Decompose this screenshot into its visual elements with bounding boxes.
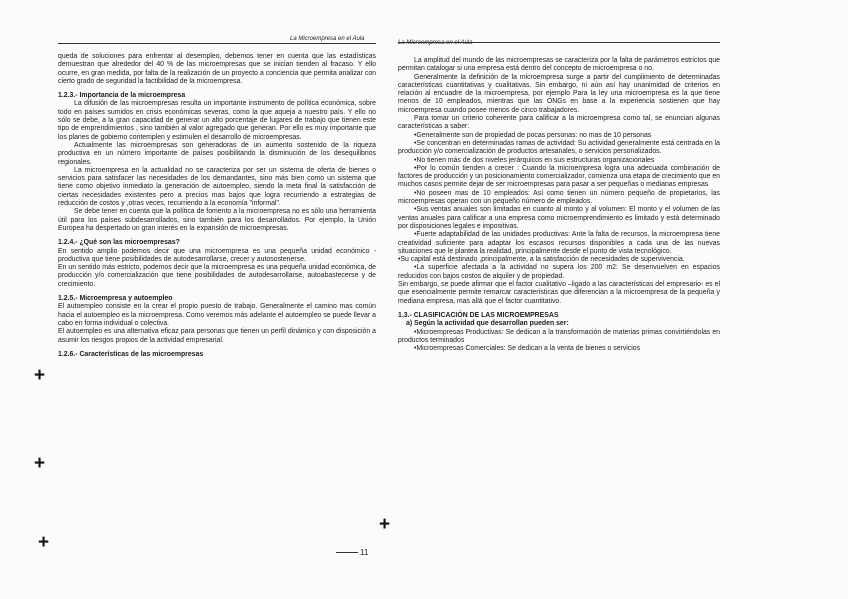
left-paragraph: 1.2.5.- Microempresa y autoempleo [58, 295, 173, 303]
right-paragraph: •Por lo común tienden a crecer : Cuando la microempresa logra una adecuada combinación de factores de producción y un posicionamiento comercializador, comienza una etapa de crecimiento que en muchos casos permite dejar de ser microempresas para pasar a ser pequeñas o medianas empresas [398, 164, 720, 189]
left-running-header: La Microempresa en el Aula [290, 36, 365, 42]
margin-mark: + [38, 532, 50, 553]
right-body-text [398, 57, 720, 353]
left-paragraph: El autoempleo es una alternativa eficaz para personas que tienen un perfil dinámico y con disposición a asumir los riesgos propios de la actividad empresarial. [58, 328, 376, 344]
left-header-rule [58, 43, 376, 44]
right-header-rule [398, 42, 720, 43]
left-paragraph: Actualmente las microempresas son generadoras de un aumento sostenido de la riqueza productiva en un número importante de países posibilitando la disminución de los desequilibrios regionales. [58, 141, 376, 166]
left-paragraph: En sentido amplio podemos decir que una microempresa es una pequeña unidad económico -productiva que tiene posibilidades de autodesarrollarse, crecer y autosostenerse. [58, 247, 376, 263]
left-paragraph: 1.2.3.- Importancia de la microempresa [58, 92, 186, 100]
left-paragraph: 1.2.6.- Características de las microempresas [58, 350, 204, 358]
left-body-text [58, 53, 376, 359]
right-paragraph: Sin embargo, se puede afirmar que el factor cualitativo –ligado a las características del empresario- es el que esencialmente permite remarcar características que diferencian a la microempresa de la pequeña y mediana empresa, mas allá que el factor cuantitativo. [398, 281, 720, 305]
right-paragraph: a) Según la actividad que desarrollan pueden ser: [406, 320, 569, 328]
margin-mark: + [34, 365, 46, 386]
left-paragraph: El autoempleo consiste en la crear el propio puesto de trabajo. Generalmente el camino mas común hacia el autoempleo es la microempresa. Como veremos más adelante el autoempleo se puede llevar a cabo en forma individual o colectiva. [58, 303, 376, 327]
left-paragraph: La difusión de las microempresas resulta un importante instrumento de política económica, sobre todo en países sumidos en crisis económicas severas, como la que aqueja a nuestro país. Y ello no sólo se debe, a la gran capacidad de generar un alto porcentaje de lugares de trabajo que tienen este tipo de emprendimientos , sino también al valor agregado que generan. Por ello es muy importante que los planes de gobierno contemplen y estimulen el desarrollo de microempresas. [58, 100, 376, 141]
right-paragraph: •Microempresas Productivas: Se dedican a la transformación de materias primas convirtiéndolas en productos terminados [398, 328, 720, 344]
left-paragraph: Se debe tener en cuenta que la política de fomento a la microempresa no es sólo una herramienta útil para los países subdesarrollados, sino también para los desarrollados. Por ejemplo, la Unión Europea ha despertado un gran interés en la expansión de microempresas. [58, 208, 376, 232]
right-paragraph: La amplitud del mundo de las microempresas se caracteriza por la falta de parámetros estrictos que permitan catalogar si una empresa está dentro del concepto de microempresa o no. [398, 57, 720, 73]
right-paragraph: •No poseen mas de 10 empleados: Así como tienen un número pequeño de propietarios, las microempresas operan con un pequeño número de empleados. [398, 189, 720, 206]
left-page [40, 0, 380, 599]
right-paragraph: •Microempresas Comerciales: Se dedican a la venta de bienes o servicios [414, 345, 641, 353]
right-paragraph: •Se concentran en determinadas ramas de actividad: Su actividad generalmente está centrada en la producción y/o comercialización de productos artesanales, o servicios personalizados. [398, 139, 720, 156]
left-paragraph: 1.2.4.- ¿Qué son las microempresas? [58, 239, 180, 247]
right-paragraph: •Sus ventas anuales son limitadas en cuanto al monto y al volumen: El monto y el volumen de las ventas anuales para calificar a una empresa como microemprendimiento es limitado y está determinado por disposiciones legales e impositivas. [398, 206, 720, 230]
right-running-header: La Microempresa en el Aula [398, 40, 473, 46]
right-paragraph: •Fuerte adaptabilidad de las unidades productivas: Ante la falta de recursos, la microempresa tiene creatividad suficiente para adaptar los escasos recursos disponibles a cada una de las nuevas situaciones que le plantea la realidad, principalmente desde el punto de vista tecnológico. [398, 231, 720, 255]
left-paragraph: La microempresa en la actualidad no se caracteriza por ser un sistema de oferta de bienes o servicios para satisfacer las necesidades de los demandantes, sino más bien como un sistema que tiene como objetivo inmediato la generación de autoempleo, siendo la meta final la satisfacción de ciertas necesidades existentes pero a precios mas bajos que logra recurriendo a estrategias de reducción de costos y ,otras veces, recurriendo a la economía "informal". [58, 166, 376, 208]
right-page [392, 0, 722, 599]
right-paragraph: 1.3.- CLASIFICACIÓN DE LAS MICROEMPRESAS [398, 311, 559, 319]
right-paragraph: •No tienen más de dos niveles jerárquicos en sus estructuras organizacionales [414, 156, 655, 164]
right-paragraph: Generalmente la definición de la microempresa surge a partir del cumplimiento de determinadas características cuantitativas y cualitativas. Sin embargo, ni aún así hay unanimidad de criterios en relación al encuadre de la microempresa, por ejemplo Para la ley una microempresa es la que tiene menos de 10 empleados, mientras que las ONGs en base a la experiencia sostienen que hay microempresa cuando posee menos de cinco trabajadores. [398, 73, 720, 114]
right-paragraph: Para tomar un criterio coherente para calificar a la microempresa como tal, se enuncian algunas características a saber: [398, 115, 720, 131]
margin-mark: + [379, 514, 391, 535]
margin-mark: + [34, 453, 46, 474]
right-paragraph: •La superficie afectada a la actividad no supera los 200 m2: Se desenvuelven en espacios reducidos con bajos costos de alquiler y de propiedad. [398, 264, 720, 280]
left-paragraph: queda de soluciones para enfrentar al desempleo, debemos tener en cuenta que las estadísticas demuestran que alrededor del 40 % de las microempresas que se inician tienden al fracaso. Y ello ocurre, en gran medida, por falta de la realización de un proyecto a conciencia que permita analizar con cierto grado de seguridad la factibilidad de la microempresa. [58, 53, 376, 85]
right-paragraph: •Su capital está destinado ,principalmente, a la satisfacción de necesidades de supervivencia. [398, 256, 685, 264]
left-page-number: 11 [336, 548, 368, 557]
left-paragraph: En un sentido más estricto, podemos decir que la microempresa es una pequeña unidad económica, de producción y/o comercialización que tiene posibilidades de autodesarrollarse, autoabastecerse y de crecimiento. [58, 264, 376, 288]
right-paragraph: •Generalmente son de propiedad de pocas personas: no mas de 10 personas [414, 131, 652, 139]
